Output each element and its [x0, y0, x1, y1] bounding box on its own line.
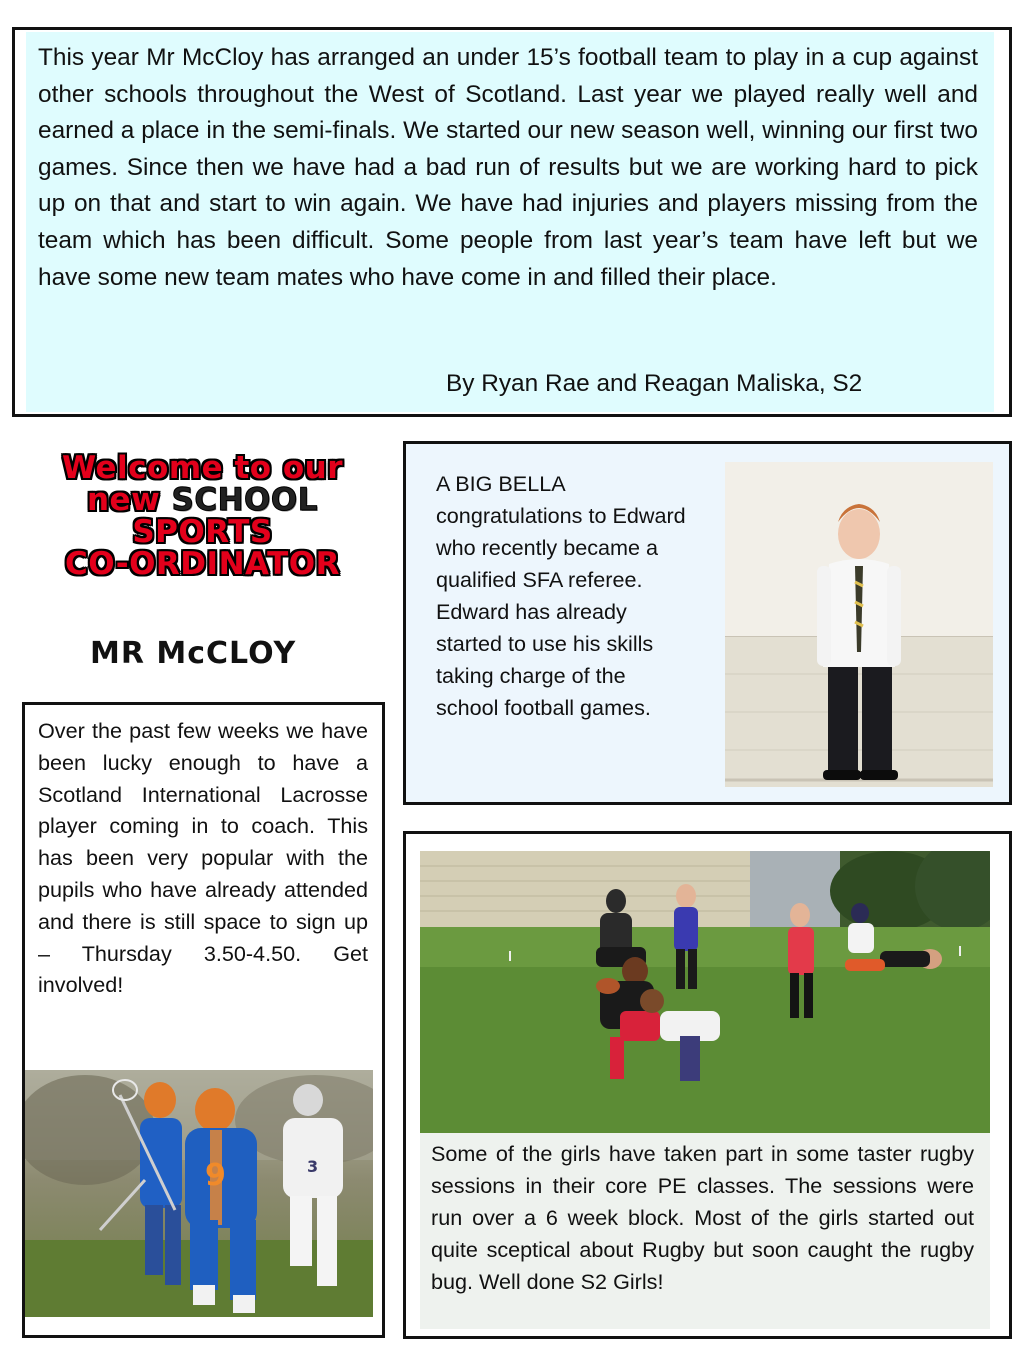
welcome-line-4: CO-ORDINATOR: [65, 546, 340, 582]
lacrosse-photo: [25, 1070, 373, 1317]
lacrosse-article-text: Over the past few weeks we have been lucky enough to have a Scotland International Lacrosse player coming in to coach. This has been very popular with the pupils who have already attended and there is still space to sign up – Thursday 3.50-4.50. Get involved!: [38, 718, 368, 998]
welcome-line-2: [30, 484, 375, 516]
welcome-line-1: Welcome to our: [61, 450, 344, 486]
top-article-text: This year Mr McCloy has arranged an under 15’s football team to play in a cup against other schools throughout the West of Scotland. Last year we played really well and earned a place in the semi-finals. We started our new season well, winning our first two games. Since then we have had a bad run of results but we are working hard to pick up on that and start to win again. We have had injuries and players missing from the team which has been difficult. Some people from last year’s team have left but we have some new team mates who have come in and filled their place.: [38, 44, 978, 291]
rugby-article-text: Some of the girls have taken part in some taster rugby sessions in their core PE classes. The sessions were run over a 6 week block. Most of the girls started out quite sceptical about Rugby but soon caught the rugby bug. Well done S2 Girls!: [431, 1141, 974, 1294]
welcome-word-new: new: [86, 482, 161, 518]
referee-photo: [725, 462, 993, 787]
front-jersey-number: 9: [205, 1158, 226, 1193]
back-jersey-number: 3: [307, 1157, 319, 1176]
welcome-heading: [30, 452, 375, 580]
referee-article-text: A BIG BELLA congratulations to Edward who recently became a qualified SFA referee. Edward has already started to use his skills taking charge of the school football games.: [436, 471, 686, 720]
welcome-line-3: SPORTS: [132, 514, 273, 550]
top-article-byline: By Ryan Rae and Reagan Maliska, S2: [446, 370, 863, 397]
welcome-word-school: SCHOOL: [171, 482, 318, 518]
coordinator-name: MR McCLOY: [90, 636, 297, 671]
rugby-photo: [420, 851, 990, 1133]
